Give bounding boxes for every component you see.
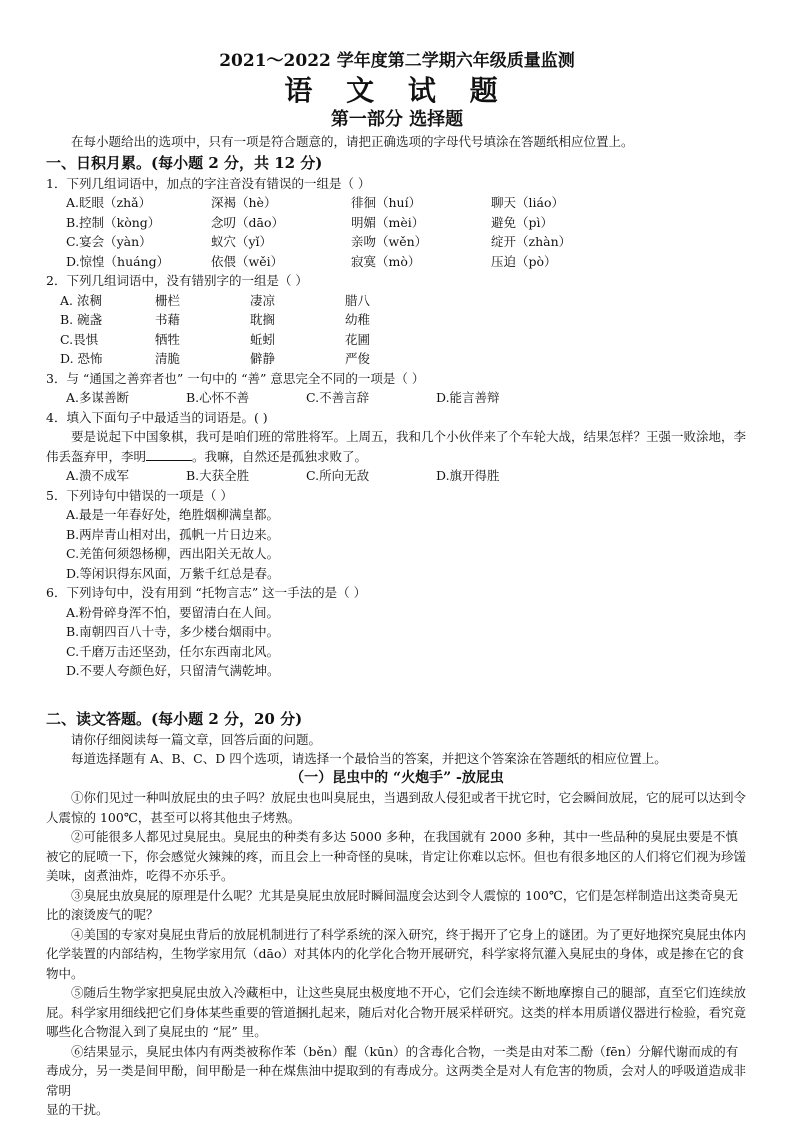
option-d: D.旗开得胜 [436,468,500,483]
section2-title: 二、读文答题。(每小题 2 分，20 分) [46,709,303,728]
option-cell: 聊天（liáo） [491,195,564,210]
option-cell: B.控制（kòng） [66,214,161,230]
option-cell: 念叨（dāo） [211,214,284,230]
article-title: （一）昆虫中的 “火炮手” -放屁虫 [290,769,504,786]
option-cell: D.惊惶（huáng） [66,253,170,269]
option-d: D.不要人夸颜色好，只留清气满乾坤。 [66,663,280,678]
passage-text: 要是说起下中国象棋，我可是咱们班的常胜将军。上周五，我和几个小伙伴来了个车轮大战，结果怎样？王强一败涂地，李伟丢盔弃甲，李明 [46,429,747,464]
option-cell: 蚁穴（yǐ） [211,234,273,249]
option-row [46,232,748,252]
option-c: C.千磨万击还坚劲，任尔东西南北风。 [66,643,280,659]
option-cell: 牺牲 [155,331,181,347]
question-5-stem: 5．下列诗句中错误的一项是（ ） [46,487,233,503]
article-paragraph: ⑥结果显示，臭屁虫体内有两类被称作苯（běn）醌（kūn）的含毒化合物，一类是由对苯二酚（fēn）分解代谢而成的有毒成分，另一类是间甲酚，间甲酚是一种在煤焦油中提取到的有毒成分。这两类全是对人有危害的物质，会对人的呼吸道造成非常明 [46,1043,747,1098]
passage-text: 。我嘛，自然还是孤独求败了。 [192,448,368,464]
option-a: A.多谋善断 [66,390,130,405]
option-a: A.溃不成军 [66,468,130,483]
option-cell: C.宴会（yàn） [66,234,152,249]
article-paragraph: ②可能很多人都见过臭屁虫。臭屁虫的种类有多达 5000 多种，在我国就有 2000 多种，其中一些品种的臭屁虫要是不慎被它的屁喷一下，你会感觉火辣辣的疼，而且会上一种奇怪的臭味，肯定让你难以忘怀。但也有很多地区的人们将它们视为珍馐美味，卤煮油炸，吃得不亦乐乎。 [46,829,747,883]
section2-instruction-2: 每道选择题有 A、B、C、D 四个选项，请选择一个最恰当的答案，并把这个答案涂在答题纸的相应位置上。 [71,751,667,766]
question-5-options [46,505,748,583]
article-paragraph: ④美国的专家对臭屁虫背后的放屁机制进行了科学系统的深入研究，终于揭开了它身上的谜团。为了更好地探究臭屁虫体内化学装置的内部结构，生物学家用氘（dāo）对其体内的化学化合物开展研究，科学家将氘灌入臭屁虫的身体，或是掺在它的食物中。 [46,926,747,981]
option-row [46,310,748,330]
option-d: D.能言善辩 [436,390,500,405]
article-paragraph: ①你们见过一种叫放屁虫的虫子吗？放屁虫也叫臭屁虫，当遇到敌人侵犯或者干扰它时，它会瞬间放屁，它的屁可以达到令人震惊的 100℃，甚至可以将其他虫子烤熟。 [46,790,747,825]
question-4-options [46,466,748,486]
option-c: C.羌笛何须怨杨柳，西出阳关无故人。 [66,546,280,561]
question-2-options [46,291,748,369]
option-a: A.粉骨碎身浑不怕，要留清白在人间。 [66,604,280,620]
option-cell: 蚯蚓 [250,331,276,347]
question-1-stem: 1．下列几组词语中，加点的字注音没有错误的一组是（ ） [46,175,371,191]
option-cell: A. 浓稠 [60,292,102,308]
option-cell: 严俊 [345,351,371,366]
option-cell: A.眨眼（zhǎ） [66,195,152,210]
option-cell: 寂寞（mò） [351,253,421,269]
option-cell: 花圃 [345,331,371,347]
option-row [46,193,748,213]
question-4-passage [46,427,748,466]
option-cell: 压迫（pò） [491,253,557,269]
question-1-options [46,193,748,271]
option-d: D.等闲识得东风面，万紫千红总是春。 [66,565,280,581]
option-cell: 依偎（wěi） [211,253,284,269]
option-cell: B. 碗盏 [60,312,103,327]
part-instruction: 在每小题给出的选项中，只有一项是符合题意的，请把正确选项的字母代号填涂在答题纸相应位置上。 [71,134,634,149]
fill-blank [146,447,192,461]
question-2-stem: 2．下列几组词语中，没有错别字的一组是（ ） [46,273,308,288]
option-cell: 深褐（hè） [211,195,277,210]
exam-top-title: 2021～2022 学年度第二学期六年级质量监测 [219,51,575,71]
option-c: C.所向无敌 [306,468,370,483]
option-cell: 徘徊（huí） [351,195,422,210]
question-4-stem: 4．填入下面句子中最适当的词语是。( ) [46,409,268,425]
section-spacer [46,681,748,708]
exam-page [46,50,748,1120]
option-b: B.南朝四百八十寺，多少楼台烟雨中。 [66,624,280,639]
option-b: B.两岸青山相对出，孤帆一片日边来。 [66,526,280,542]
option-row [46,291,748,311]
option-cell: 绽开（zhàn） [491,234,572,249]
article-paragraph-continued: 显的干扰。 [46,1102,109,1117]
question-3-stem: 3．与 “通国之善弈者也” 一句中的 “善” 意思完全不同的一项是（ ） [46,370,425,386]
option-cell: D. 恐怖 [60,351,103,366]
article-paragraph: ⑤随后生物学家把臭屁虫放入冷藏柜中，让这些臭屁虫极度地不开心，它们会连续不断地摩擦自己的腿部，直至它们连续放屁。科学家用细线把它们身体某些重要的管道捆扎起来，随后对化合物开展采样研究。这类的样本用质谱仪器进行检验，看究竟哪些化合物混入到了臭屁虫的 “屁” 里。 [46,985,747,1039]
option-cell: 腊八 [345,292,371,308]
option-cell: 幼稚 [345,312,371,327]
question-3-options [46,388,748,408]
option-row [46,349,748,369]
article-body [46,788,748,1120]
question-6-stem: 6．下列诗句中，没有用到 “托物言志” 这一手法的是（ ） [46,585,367,600]
article-paragraph: ③臭屁虫放臭屁的原理是什么呢？尤其是臭屁虫放屁时瞬间温度会达到令人震惊的 100℃，它们是怎样制造出这类奇臭无比的滚烫废气的呢？ [46,887,738,922]
section2-instruction-1: 请你仔细阅读每一篇文章，回答后面的问题。 [71,731,322,747]
option-a: A.最是一年春好处，绝胜烟柳满皇都。 [66,507,280,522]
option-cell: 清脆 [155,351,181,366]
part-title: 第一部分 选择题 [330,109,464,130]
option-row [46,213,748,233]
option-b: B.大获全胜 [186,468,250,483]
option-cell: 避免（pì） [491,214,553,230]
section1-title: 一、日积月累。(每小题 2 分，共 12 分) [46,153,323,172]
option-cell: 亲吻（wěn） [351,234,428,249]
option-cell: 僻静 [250,351,276,366]
option-cell: 栅栏 [155,292,181,308]
option-cell: 耽搁 [250,312,276,327]
option-c: C.不善言辞 [306,390,370,405]
question-6-options [46,603,748,681]
option-row [46,252,748,272]
option-cell: 书藉 [155,312,181,327]
option-cell: 凄凉 [250,292,276,308]
option-cell: 明媚（mèi） [351,214,425,230]
option-cell: C.畏惧 [60,331,99,347]
option-row [46,330,748,350]
option-b: B.心怀不善 [186,390,250,405]
exam-main-title: 语 文 试 题 [284,74,510,107]
